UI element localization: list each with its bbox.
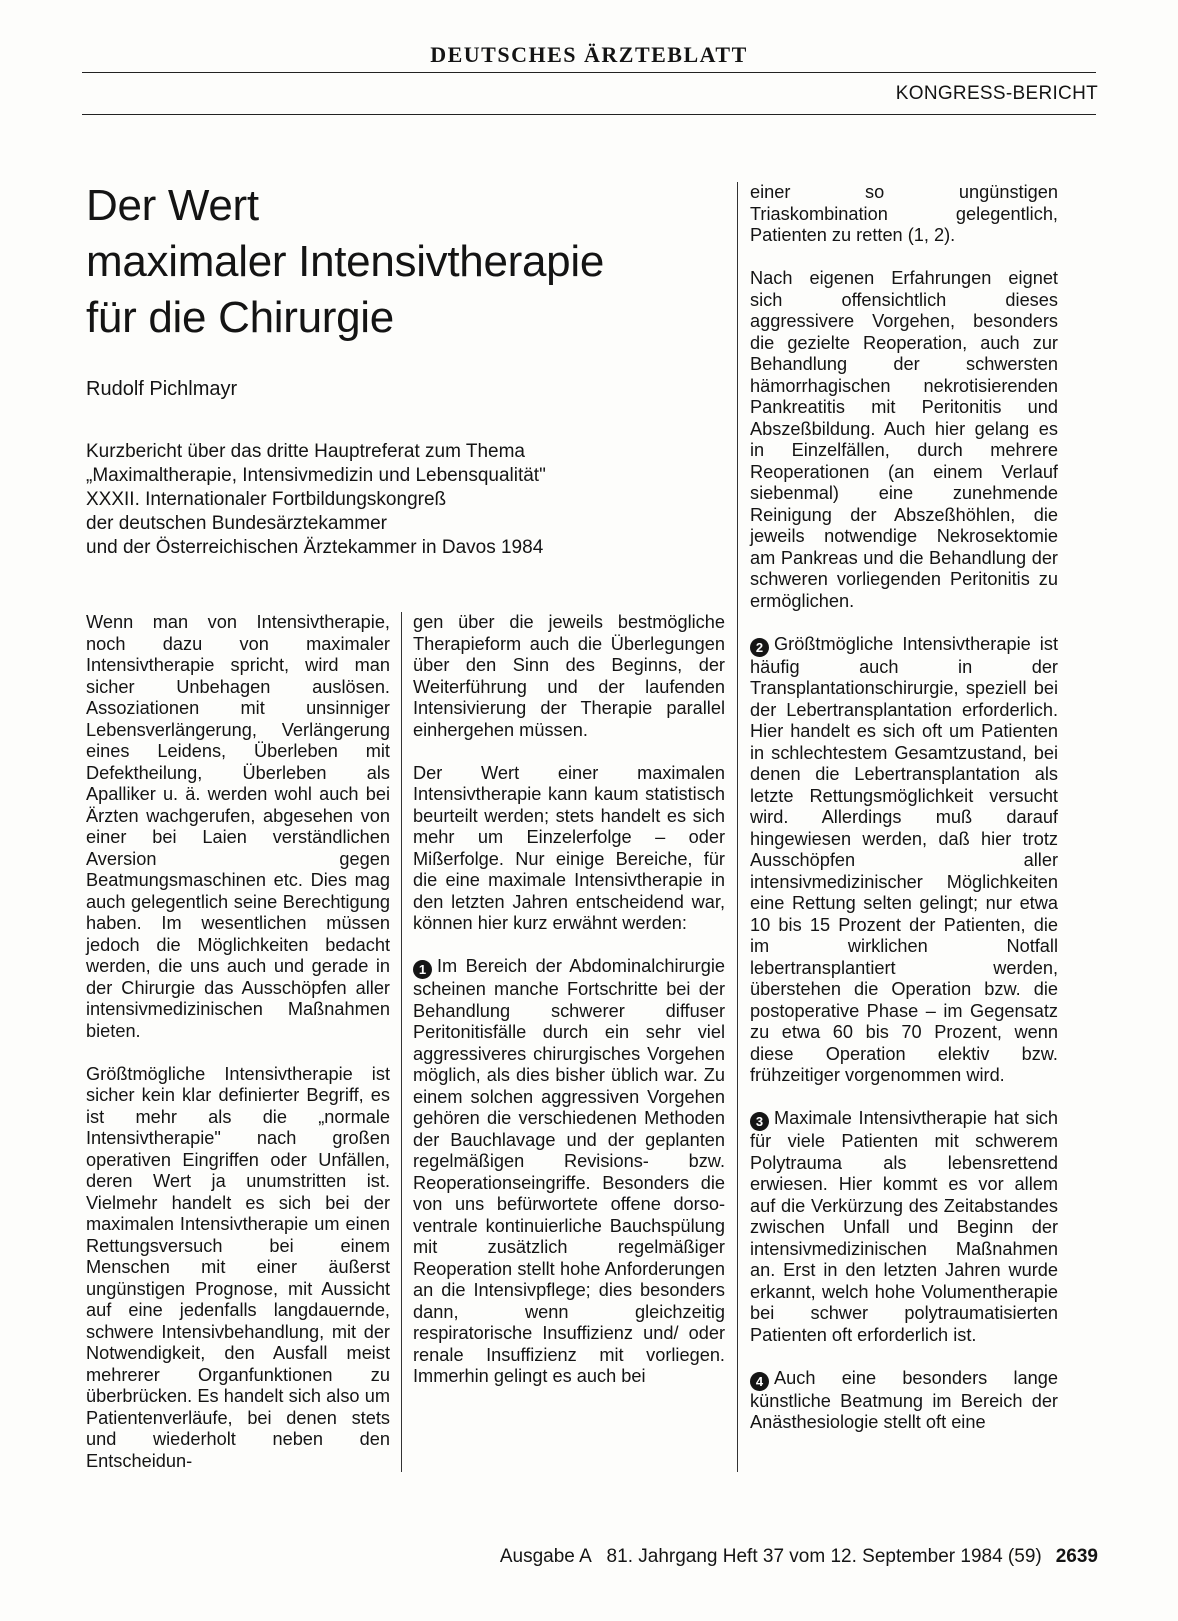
- section-rule: [82, 114, 1096, 115]
- paragraph: Wenn man von Intensivtherapie, noch dazu von maximaler Intensivtherapie spricht, wird man sicher Unbehagen auslösen. Assoziationen mit unsinniger Lebensverlängerung, Verlängerung eines Leidens, Überleben mit Defektheilung, Überleben als Apalliker u. ä. werden wohl auch bei Ärzten wachgerufen, abgesehen von einer bei Laien verständlichen Aversion gegen Beatmungsmaschinen etc. Dies mag auch gelegentlich seine Berechtigung haben. Im wesentlichen müssen jedoch die Möglichkeiten bedacht werden, die uns auch und gerade in der Chirurgie das Ausschöpfen aller intensivmedizinischen Maßnahmen bieten.: [86, 612, 390, 1041]
- column-3: [750, 182, 1058, 1455]
- title-line: für die Chirurgie: [86, 293, 394, 342]
- numbered-paragraph: [750, 1108, 1058, 1346]
- column-2: [413, 612, 725, 1409]
- title-line: maximaler Intensivtherapie: [86, 237, 604, 286]
- paragraph: Nach eigenen Erfahrungen eignet sich offensichtlich dieses aggressivere Vorgehen, besonders die gezielte Reoperation, auch zur Behandlung der schwersten hämorrhagischen nekrotisierenden Pankreatitis mit Peritonitis und Abszeßbildung. Auch hier gelang es in Einzelfällen, durch mehrere Reoperationen (an einem Verlauf siebenmal) eine zunehmende Reinigung der Abszeßhöhlen, die jeweils notwendige Nekrosektomie am Pankreas und die Behandlung der schweren vorliegenden Peritonitis zu ermöglichen.: [750, 268, 1058, 611]
- paragraph: einer so ungünstigen Triaskombination gelegentlich, Patienten zu retten (1, 2).: [750, 182, 1058, 245]
- abstract-line: Kurzbericht über das dritte Hauptreferat zum Thema: [86, 441, 525, 462]
- number-1-icon: 1: [413, 960, 432, 979]
- paragraph-text: Im Bereich der Abdominalchirurgie scheinen manche Fortschritte bei der Behandlung schwerer diffuser Peritonitisfälle durch ein sehr viel aggressiveres chirurgisches Vorgehen möglich, als dies bisher üblich war. Zu einem solchen aggressiven Vorgehen gehören die verschiedenen Methoden der Bauchlavage und der geplanten regelmäßigen Revisions- bzw. Reoperationseingriffe. Besonders die von uns befürwortete offene dorso-ventrale kontinuierliche Bauchspülung mit zusätzlich regelmäßiger Reoperation stellt hohe Anforderungen an die Intensivpflege; dies besonders dann, wenn gleichzeitig respiratorische Insuffizienz und/ oder renale Insuffizienz mit vorliegen. Immerhin gelingt es auch bei: [413, 956, 725, 1386]
- abstract-line: „Maximaltherapie, Intensivmedizin und Lebensqualität": [86, 465, 546, 486]
- numbered-paragraph: [750, 1368, 1058, 1434]
- page-footer: [500, 1546, 1098, 1568]
- paragraph: gen über die jeweils bestmögliche Therapieform auch die Überlegungen über den Sinn des Beginns, der Weiterführung und der laufenden Intensivierung der Therapie parallel einhergehen müssen.: [413, 612, 725, 740]
- column-divider: [737, 182, 738, 1472]
- title-line: Der Wert: [86, 181, 259, 230]
- paragraph-text: Maximale Intensivtherapie hat sich für viele Patienten mit schwerem Polytrauma als lebensrettend erwiesen. Hier kommt es vor allem auf die Verkürzung des Zeitabstandes zwischen Unfall und Beginn der intensivmedizinischen Maßnahmen an. Erst in den letzten Jahren wurde erkannt, welch hohe Volumentherapie bei schwer polytraumatisierten Patienten oft erforderlich ist.: [750, 1108, 1058, 1345]
- number-4-icon: 4: [750, 1372, 769, 1391]
- number-3-icon: 3: [750, 1112, 769, 1131]
- numbered-paragraph: [413, 956, 725, 1388]
- paragraph-text: Auch eine besonders lange künstliche Beatmung im Bereich der Anästhesiologie stellt oft eine: [750, 1367, 1058, 1432]
- issue-info: Ausgabe A 81. Jahrgang Heft 37 vom 12. September 1984 (59): [499, 1546, 1042, 1567]
- column-1: [86, 612, 390, 1494]
- abstract-line: und der Österreichischen Ärztekammer in Davos 1984: [86, 537, 544, 558]
- number-2-icon: 2: [750, 638, 769, 657]
- section-label: KONGRESS-BERICHT: [895, 83, 1098, 104]
- abstract-line: XXXII. Internationaler Fortbildungskongreß: [86, 489, 447, 510]
- column-divider: [401, 612, 402, 1472]
- abstract: [86, 440, 706, 560]
- paragraph: Der Wert einer maximalen Intensivtherapie kann kaum statistisch beurteilt werden; stets handelt es sich mehr um Einzelerfolge – oder Mißerfolge. Nur einige Bereiche, für die eine maximale Intensivtherapie in den letzten Jahren entscheidend war, können hier kurz erwähnt werden:: [413, 762, 725, 933]
- numbered-paragraph: [750, 634, 1058, 1087]
- paragraph: Größtmögliche Intensivtherapie ist sicher kein klar definierter Begriff, es ist mehr als die „normale Intensivtherapie" nach großen operativen Eingriffen oder Unfällen, deren Wert ja unumstritten ist. Vielmehr handelt es sich bei der maximalen Intensivtherapie um einen Rettungsversuch bei einem Menschen mit einer äußerst ungünstigen Prognose, mit Aussicht auf eine jedenfalls langdauernde, schwere Intensivbehandlung, mit der Notwendigkeit, den Ausfall meist mehrerer Organfunktionen zu überbrücken. Es handelt sich also um Patientenverläufe, bei denen stets und wiederholt neben den Entscheidun-: [86, 1063, 390, 1471]
- abstract-line: der deutschen Bundesärztekammer: [86, 513, 387, 534]
- article-title: [86, 178, 726, 346]
- masthead-rule: [82, 72, 1096, 73]
- paragraph-text: Größtmögliche Intensivtherapie ist häufig auch in der Transplantationschirurgie, speziell bei der Lebertransplantation erforderlich. Hier handelt es sich oft um Patienten in schlechtestem Gesamtzustand, bei denen die Lebertransplantation als letzte Rettungsmöglichkeit versucht wird. Allerdings muß darauf hingewiesen werden, daß hier trotz Ausschöpfen aller intensivmedizinischer Möglichkeiten eine Rettung selten gelingt; nur etwa 10 bis 15 Prozent der Patienten, die im wirklichen Notfall lebertransplantiert werden, überstehen die Operation bzw. die postoperative Phase – im Gegensatz zu etwa 60 bis 70 Prozent, wenn diese Operation elektiv bzw. frühzeitiger vorgenommen wird.: [750, 633, 1058, 1085]
- author: Rudolf Pichlmayr: [86, 378, 238, 400]
- page-number: 2639: [1055, 1546, 1098, 1567]
- masthead: DEUTSCHES ÄRZTEBLATT: [430, 42, 748, 67]
